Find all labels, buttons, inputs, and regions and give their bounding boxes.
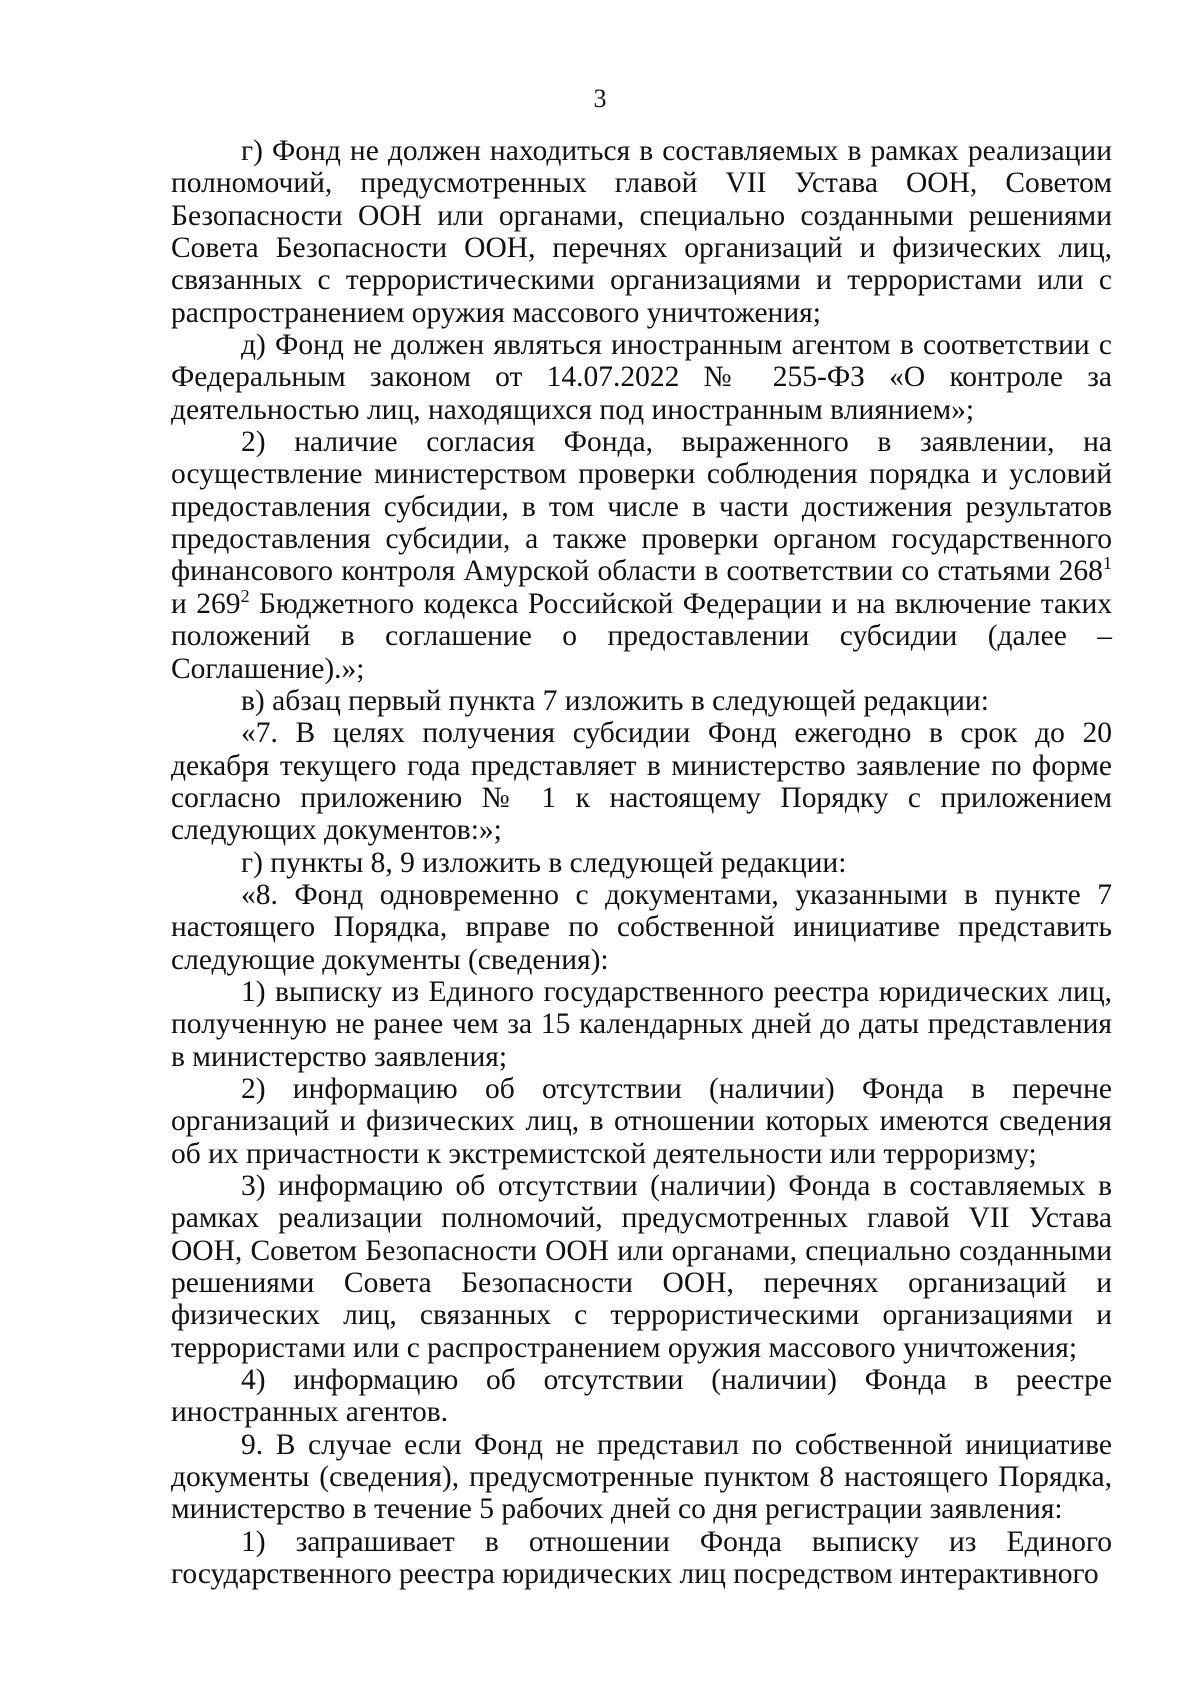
paragraph-8-item-3: 3) информацию об отсутствии (наличии) Фонда в составляемых в рамках реализации полномочий, предусмотренных главой VII Устава ООН, Советом Безопасности ООН или органами, специально созданными решениями Совета Безопасности ООН, перечнях организаций и физических лиц, связанных с террористическими организациями и террористами или с распространением оружия массового уничтожения;	[171, 1170, 1112, 1364]
paragraph-2-consent	[171, 426, 1112, 685]
paragraph-2-text-part1: 2) наличие согласия Фонда, выраженного в заявлении, на осуществление министерством проверки соблюдения порядка и условий предоставления субсидии, в том числе в части достижения результатов предоставления субсидии, а также проверки органом государственного финансового контроля Амурской области в соответствии со статьями 268	[171, 426, 1112, 588]
paragraph-clause-9: 9. В случае если Фонд не представил по собственной инициативе документы (сведения), предусмотренные пунктом 8 настоящего Порядка, министерство в течение 5 рабочих дней со дня регистрации заявления:	[171, 1428, 1112, 1526]
paragraph-clause-8: «8. Фонд одновременно с документами, указанными в пункте 7 настоящего Порядка, вправе по собственной инициативе представить следующие документы (сведения):	[171, 878, 1112, 976]
paragraph-8-item-1: 1) выписку из Единого государственного реестра юридических лиц, полученную не ранее чем за 15 календарных дней до даты представления в министерство заявления;	[171, 975, 1112, 1073]
paragraph-g-fund-un-lists: г) Фонд не должен находиться в составляемых в рамках реализации полномочий, предусмотренных главой VII Устава ООН, Советом Безопасности ООН или органами, специально созданными решениями Совета Безопасности ООН, перечнях организаций и физических лиц, связанных с террористическими организациями и террористами или с распространением оружия массового уничтожения;	[171, 135, 1112, 329]
paragraph-d-foreign-agent: д) Фонд не должен являться иностранным агентом в соответствии с Федеральным законом от 14.07.2022 № 255-ФЗ «О контроле за деятельностью лиц, находящихся под иностранным влиянием»;	[171, 329, 1112, 426]
superscript-2: 2	[240, 585, 250, 606]
paragraph-9-item-1: 1) запрашивает в отношении Фонда выписку из Единого государственного реестра юридических лиц посредством интерактивного	[171, 1525, 1112, 1591]
paragraph-v-clause-7: в) абзац первый пункта 7 изложить в следующей редакции:	[241, 684, 989, 717]
paragraph-clause-7-text: «7. В целях получения субсидии Фонд ежегодно в срок до 20 декабря текущего года представляет в министерство заявление по форме согласно приложению № 1 к настоящему Порядку с приложением следующих документов:»;	[171, 717, 1112, 847]
paragraph-8-item-4: 4) информацию об отсутствии (наличии) Фонда в реестре иностранных агентов.	[171, 1364, 1112, 1429]
paragraph-g-clauses-8-9: г) пункты 8, 9 изложить в следующей редакции:	[241, 846, 847, 879]
paragraph-8-item-2: 2) информацию об отсутствии (наличии) Фонда в перечне организаций и физических лиц, в отношении которых имеются сведения об их причастности к экстремистской деятельности или терроризму;	[171, 1072, 1112, 1170]
paragraph-2-text-part3: Бюджетного кодекса Российской Федерации и на включение таких положений в соглашение о предоставлении субсидии (далее – Соглашение).»;	[171, 587, 1112, 685]
document-body	[171, 135, 1112, 1590]
page-number: 3	[593, 84, 607, 113]
paragraph-2-text-part2: и 269	[171, 587, 241, 620]
superscript-1: 1	[1102, 553, 1112, 574]
